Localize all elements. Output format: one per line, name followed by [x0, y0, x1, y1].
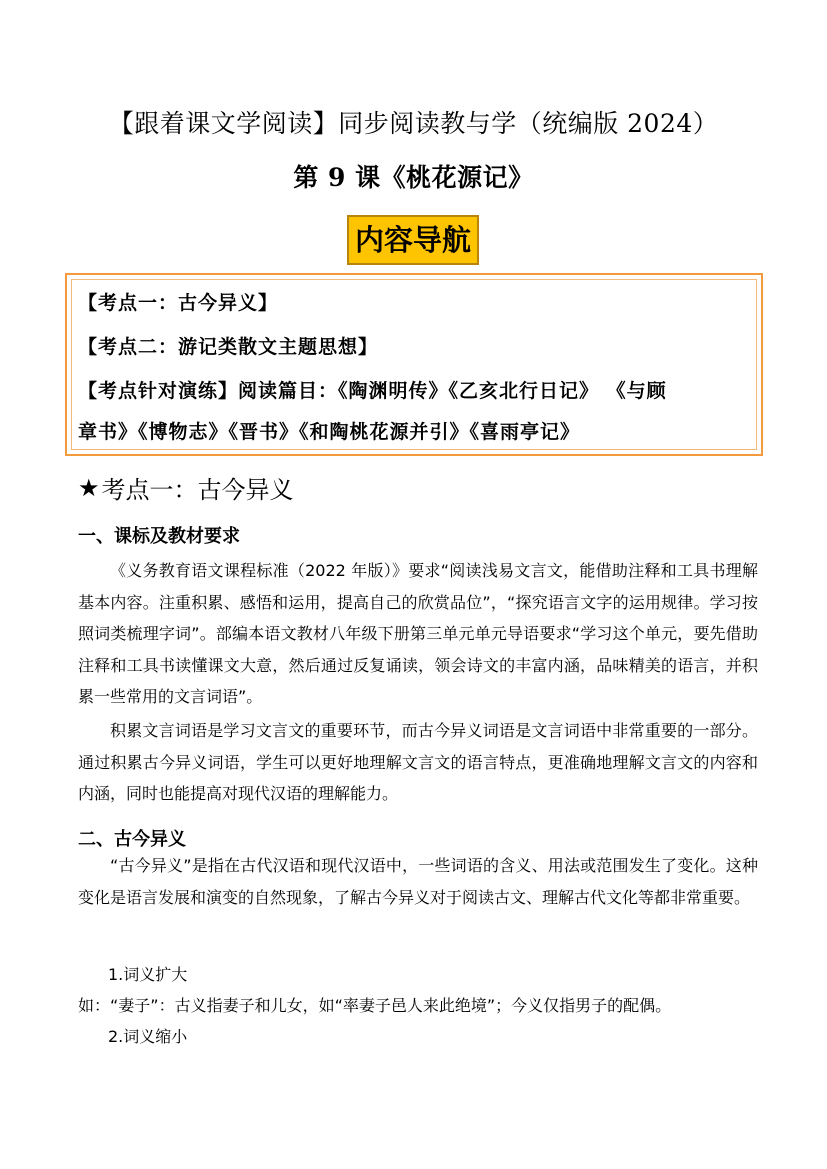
nav-item-point-two: 【考点二：游记类散文主题思想】	[78, 336, 379, 358]
list-item-narrowing: 2.词义缩小	[108, 1027, 188, 1046]
paragraph-definition: “古今异义”是指在古代汉语和现代汉语中，一些词语的含义、用法或范围发生了变化。这种变化是语言发展和演变的自然现象，了解古今异义对于阅读古文、理解古代文化等都非常重要。	[78, 856, 758, 907]
nav-item-point-one: 【考点一：古今异义】	[78, 292, 279, 314]
section-heading-text: 考点一：古今异义	[101, 476, 294, 504]
nav-item-practice: 【考点针对演练】阅读篇目：《陶渊明传》《乙亥北行日记》 《与顾	[78, 380, 667, 402]
nav-item-practice-cont: 章书》《博物志》《晋书》《和陶桃花源并引》《喜雨亭记》	[78, 421, 581, 443]
lesson-title: 第 9 课《桃花源记》	[293, 163, 534, 192]
subheading-ancient-modern: 二、古今异义	[78, 829, 186, 850]
paragraph-curriculum: 《义务教育语文课程标准（2022 年版）》要求“阅读浅易文言文，能借助注释和工具书理解基本内容。注重积累、感悟和运用，提高自己的欣赏品位”，“探究语言文字的运用规律。学习按照词类梳理字词”。部编本语文教材八年级下册第三单元单元导语要求“学习这个单元，要先借助注释和工具书读懂课文大意，然后通过反复诵读，领会诗文的丰富内涵，品味精美的语言，并积累一些常用的文言词语”。	[78, 561, 758, 706]
subheading-curriculum: 一、课标及教材要求	[78, 526, 240, 547]
document-title: 【跟着课文学阅读】同步阅读教与学（统编版 2024）	[108, 109, 719, 138]
content-nav-badge	[347, 215, 479, 265]
section-heading	[78, 470, 294, 505]
paragraph-importance: 积累文言词语是学习文言文的重要环节，而古今异义词语是文言词语中非常重要的一部分。通过积累古今异义词语，学生可以更好地理解文言文的语言特点，更准确地理解文言文的内容和内涵，同时也能提高对现代汉语的理解能力。	[78, 721, 758, 803]
list-item-expansion: 1.词义扩大	[108, 965, 188, 984]
content-nav-label: 内容导航	[354, 223, 471, 257]
example-wife: 如：“妻子”：古义指妻子和儿女，如“率妻子邑人来此绝境”；今义仅指男子的配偶。	[78, 996, 672, 1015]
star-icon: ★	[78, 473, 100, 502]
